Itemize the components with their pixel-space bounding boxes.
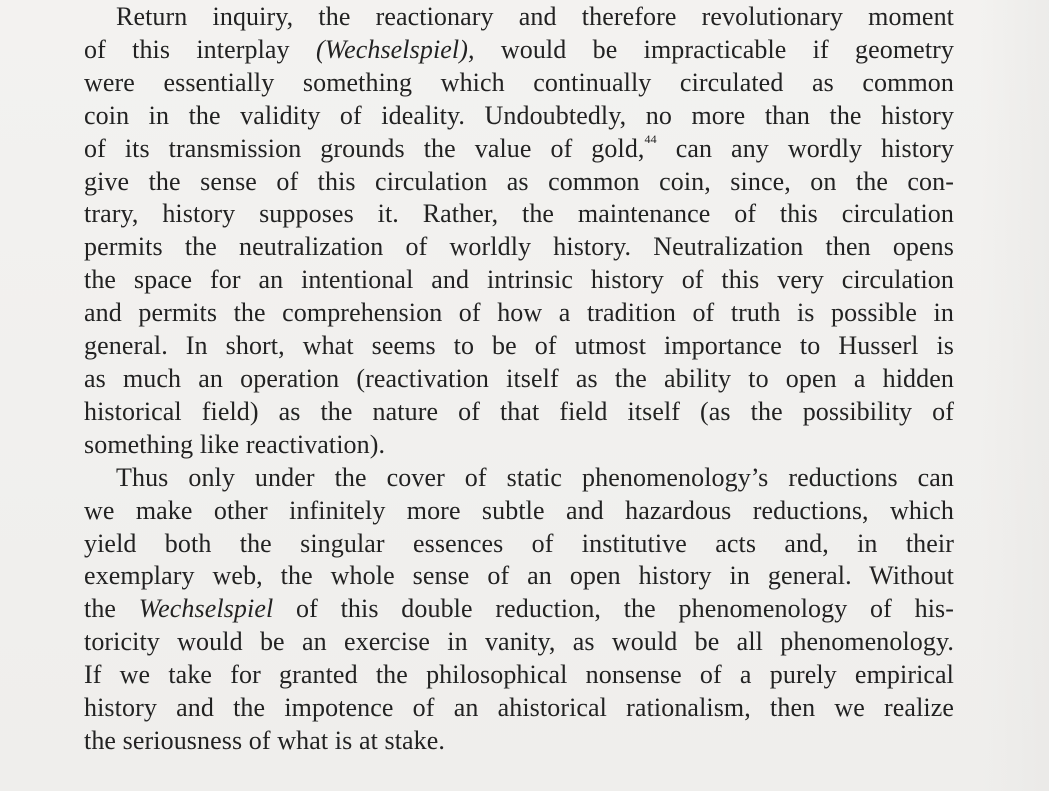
page-edge-shading xyxy=(979,0,1049,791)
footnote-reference: 44 xyxy=(644,131,657,146)
text-line: Return inquiry, the reactionary and therefore revolutionary moment xyxy=(116,2,954,31)
paragraph-1 xyxy=(84,1,954,462)
text-line: general. In short, what seems to be of utmost importance to Husserl is xyxy=(84,331,954,361)
text-run: of its transmission grounds the value of gold, xyxy=(84,133,645,163)
text-line: were essentially something which continually circulated as common xyxy=(84,67,954,97)
text-line: give the sense of this circulation as common coin, since, on the con- xyxy=(84,166,954,196)
text-line: yield both the singular essences of institutive acts and, in their xyxy=(84,528,954,558)
italic-term: Wechselspiel xyxy=(138,594,274,624)
text-run: of this double reduction, the phenomenology of his- xyxy=(273,594,954,624)
text-line: trary, history supposes it. Rather, the maintenance of this circulation xyxy=(84,199,954,229)
text-line: historical field) as the nature of that field itself (as the possibility of xyxy=(84,396,954,426)
text-line xyxy=(84,593,954,626)
text-line: Thus only under the cover of static phenomenology’s reductions can xyxy=(116,462,954,492)
text-line: If we take for granted the philosophical nonsense of a purely empirical xyxy=(84,660,954,690)
text-run: can any wordly history xyxy=(656,133,955,163)
body-text xyxy=(84,1,954,758)
text-line: and permits the comprehension of how a tradition of truth is possible in xyxy=(84,298,954,328)
text-line: history and the impotence of an ahistorical rationalism, then we realize xyxy=(84,693,954,723)
italic-term: (Wechselspiel), xyxy=(315,34,475,64)
text-line xyxy=(84,133,954,166)
paragraph-2 xyxy=(84,462,954,758)
text-line: as much an operation (reactivation itself as the ability to open a hidden xyxy=(84,363,954,393)
text-line: coin in the validity of ideality. Undoubtedly, no more than the history xyxy=(84,100,954,130)
text-line xyxy=(84,34,954,67)
text-line: toricity would be an exercise in vanity, as would be all phenomenology. xyxy=(84,627,954,657)
text-line: exemplary web, the whole sense of an open history in general. Without xyxy=(84,561,954,591)
text-line: permits the neutralization of worldly history. Neutralization then opens xyxy=(84,232,954,262)
text-line: we make other infinitely more subtle and hazardous reductions, which xyxy=(84,495,954,525)
text-line: something like reactivation). xyxy=(84,429,386,459)
text-run: the xyxy=(84,594,139,624)
text-line: the space for an intentional and intrinsic history of this very circulation xyxy=(84,265,954,295)
text-line: the seriousness of what is at stake. xyxy=(84,725,446,755)
text-run: would be impracticable if geometry xyxy=(474,34,954,64)
text-run: of this interplay xyxy=(84,34,316,64)
